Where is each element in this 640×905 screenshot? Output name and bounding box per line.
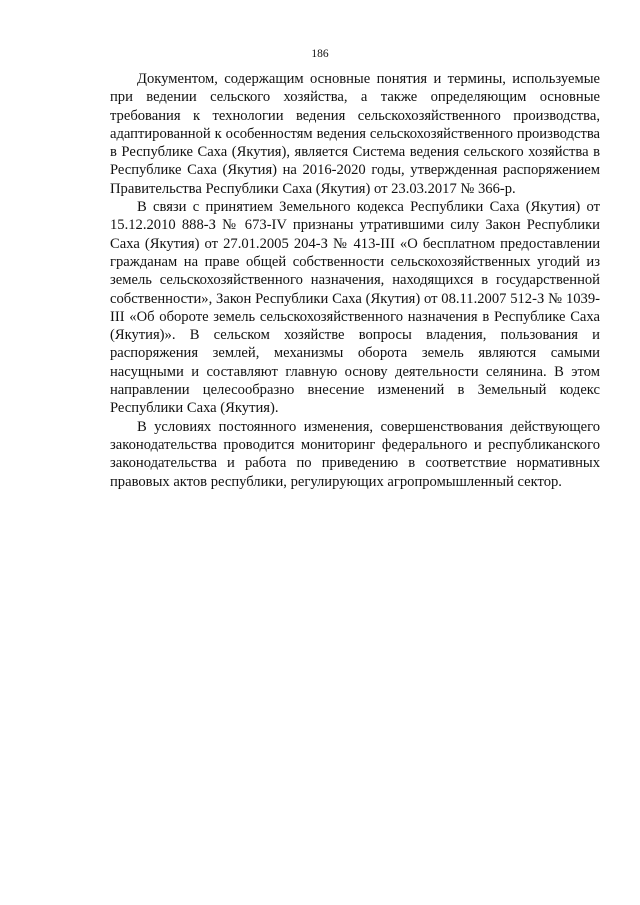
paragraph-3: В условиях постоянного изменения, совершенствования действующего законодательства проводится мониторинг федерального и республиканского законодательства и работа по приведению в соответствие нормативных правовых актов республики, регулирующих агропромышленный сектор. <box>110 418 600 490</box>
document-body <box>110 70 600 491</box>
paragraph-1: Документом, содержащим основные понятия и термины, используемые при ведении сельского хозяйства, а также определяющим основные требования к технологии ведения сельскохозяйственного производства, адаптированной к особенностям ведения сельскохозяйственного производства в Республике Саха (Якутия), является Система ведения сельского хозяйства в Республике Саха (Якутия) на 2016-2020 годы, утвержденная распоряжением Правительства Республики Саха (Якутия) от 23.03.2017 № 366-р. <box>110 71 600 197</box>
page-number: 186 <box>311 48 329 60</box>
paragraph-2: В связи с принятием Земельного кодекса Республики Саха (Якутия) от 15.12.2010 888-З № 673-IV признаны утратившими силу Закон Республики Саха (Якутия) от 27.01.2005 204-З № 413-III «О бесплатном предоставлении гражданам на праве общей собственности сельскохозяйственных угодий из земель сельскохозяйственного назначения, находящихся в государственной собственности», Закон Республики Саха (Якутия) от 08.11.2007 512-З № 1039-III «Об обороте земель сельскохозяйственного назначения в Республике Саха (Якутия)». В сельском хозяйстве вопросы владения, пользования и распоряжения землей, механизмы оборота земель являются самыми насущными и составляют главную основу деятельности селянина. В этом направлении целесообразно внесение изменений в Земельный кодекс Республики Саха (Якутия). <box>110 199 600 417</box>
